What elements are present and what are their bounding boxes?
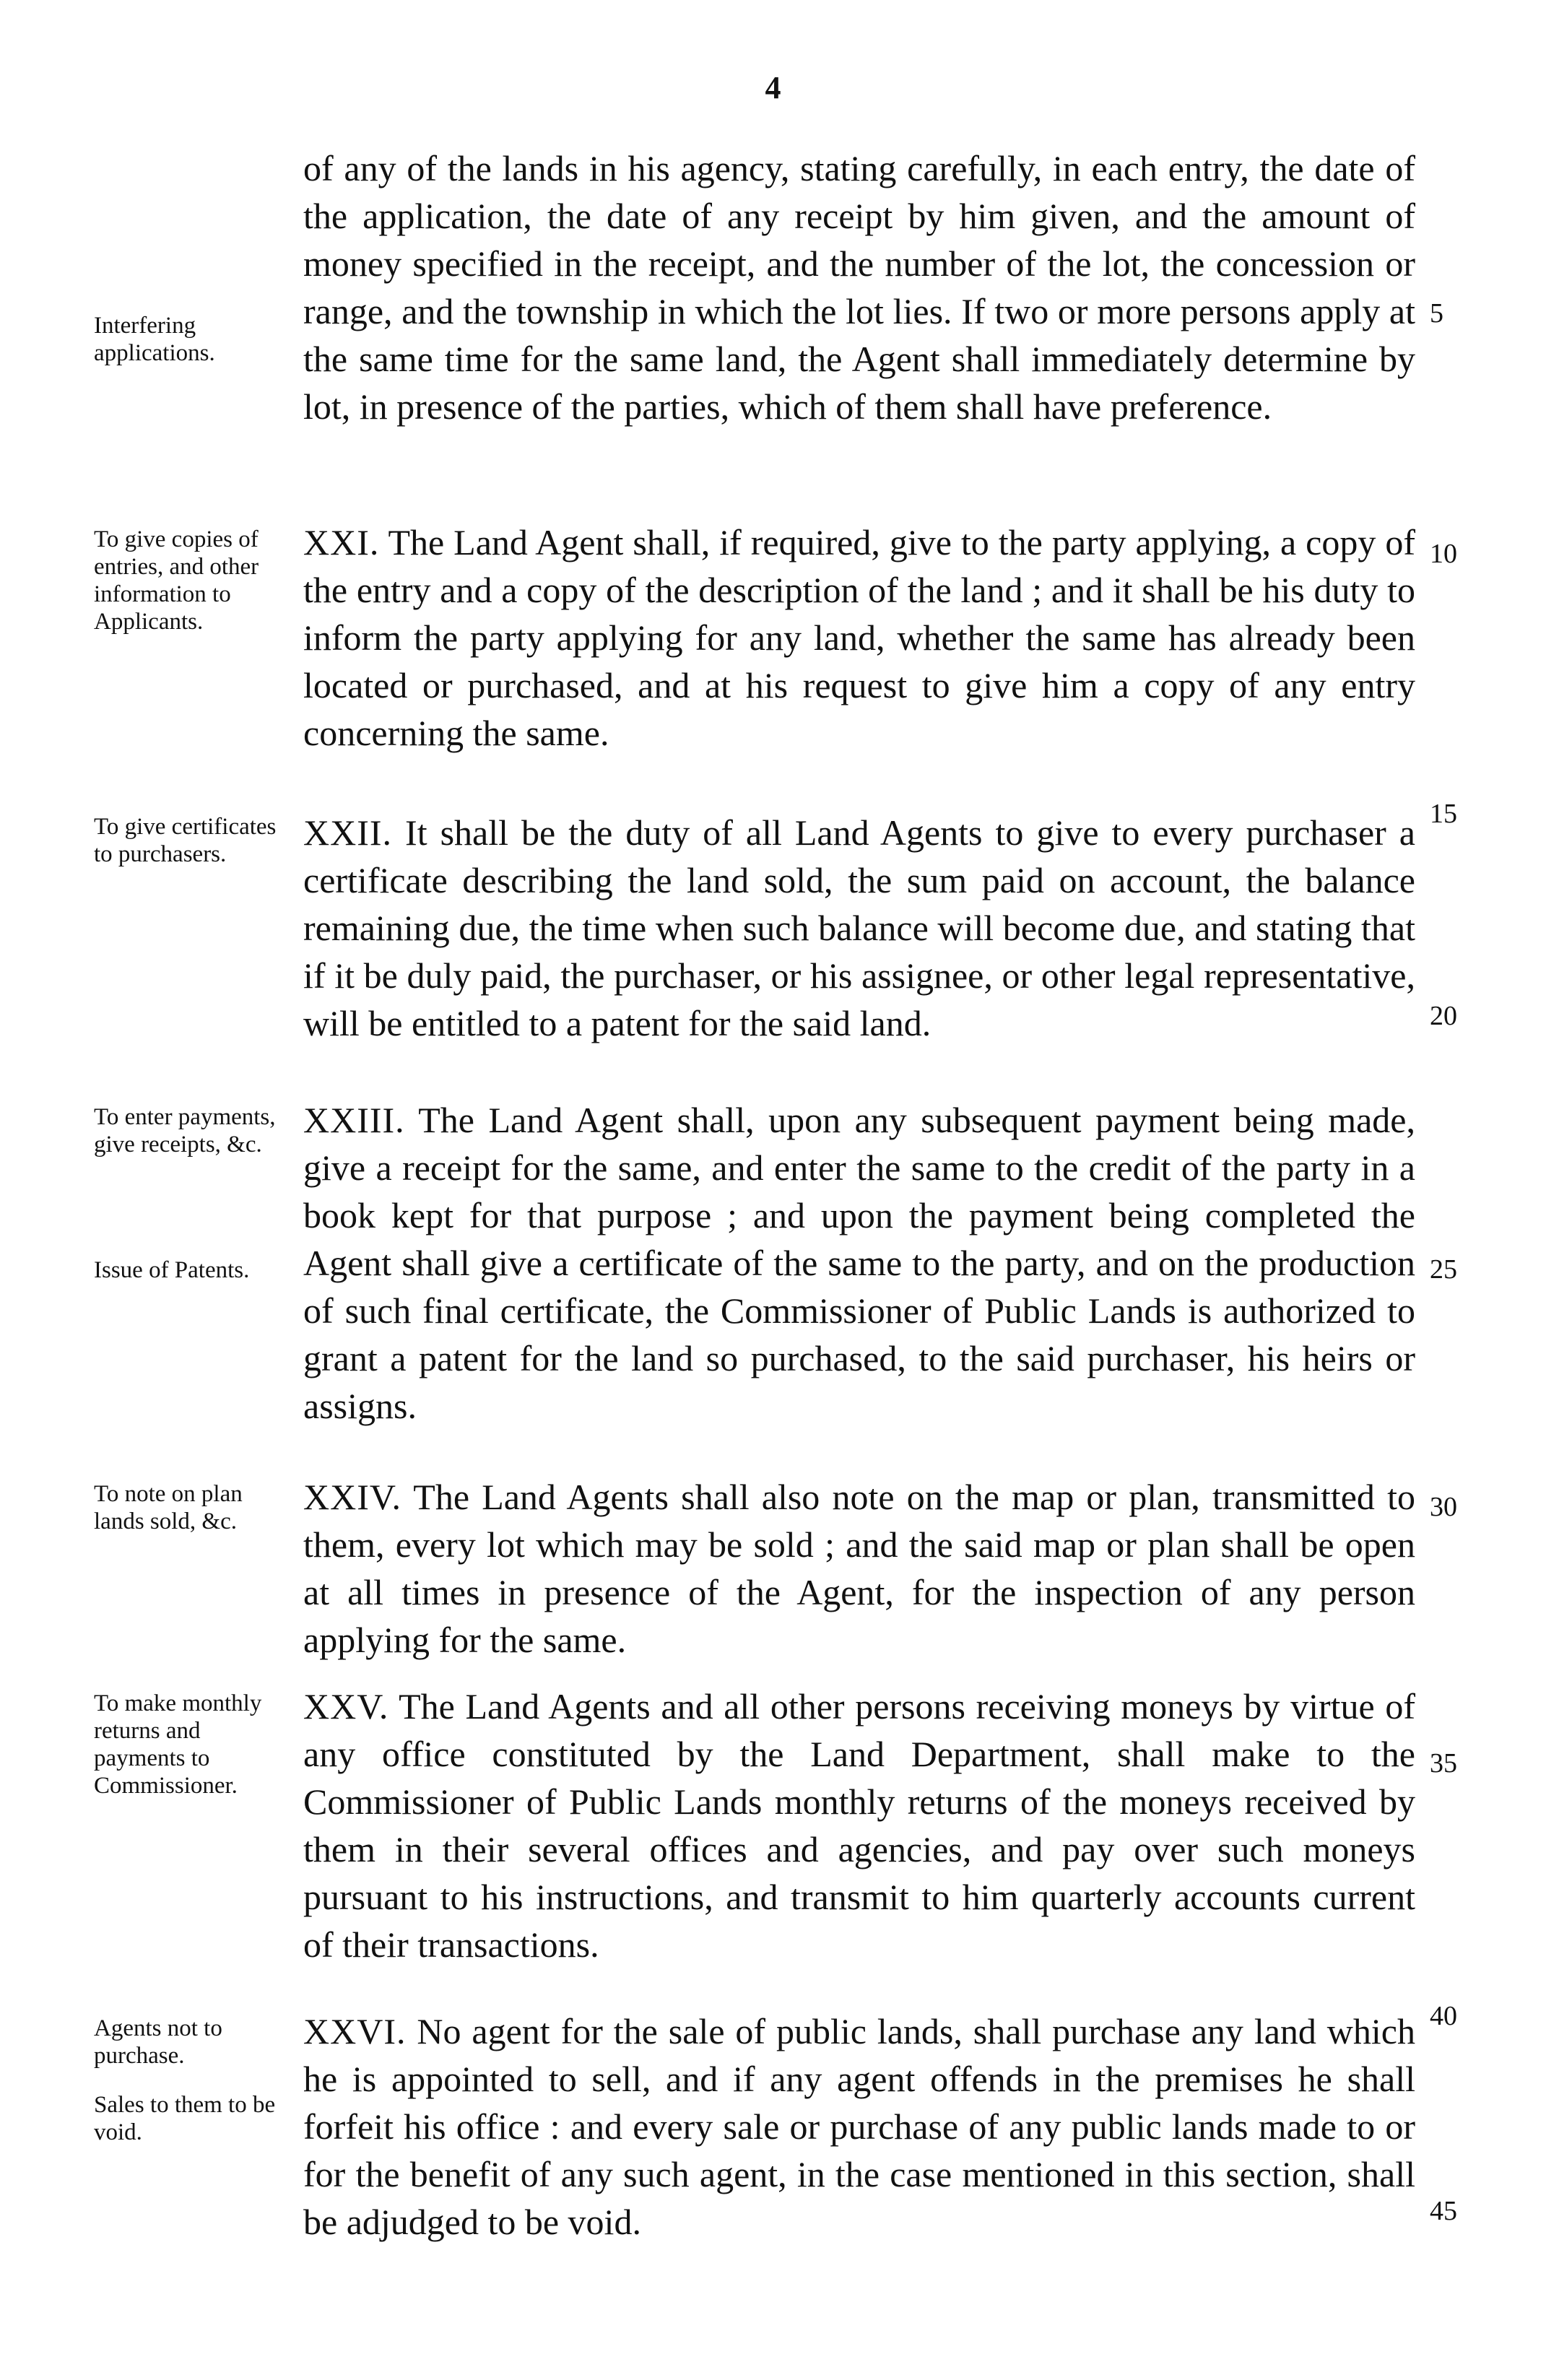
line-number: 20	[1430, 1001, 1457, 1031]
margin-note-void: Sales to them to be void.	[94, 2092, 276, 2145]
line-number: 25	[1430, 1254, 1457, 1285]
margin-note-payments: To enter payments, give receipts, &c.	[94, 1104, 276, 1158]
page-number: 4	[765, 70, 781, 105]
line-number: 45	[1430, 2196, 1457, 2226]
section-xxiv	[303, 1473, 1415, 1664]
section-xxii	[303, 809, 1415, 1047]
section-text: It shall be the duty of all Land Agents to give to every purchaser a certificate describing the land sold, the sum paid on account, the balance remaining due, the time when such balance will become due, and stating that if it be duly paid, the purchaser, or his assignee, or other legal representative, will be entitled to a patent for the said land.	[303, 812, 1416, 1043]
section-xxi	[303, 518, 1415, 757]
line-number: 10	[1430, 539, 1457, 569]
section-numeral: XXII.	[303, 812, 393, 853]
section-text: The Land Agents shall also note on the map or plan, transmitted to them, every lot which may be sold ; and the said map or plan shall be open at all times in presence of the Agent, for the inspection of any person applying for the same.	[303, 1477, 1415, 1660]
section-numeral: XXIII.	[303, 1100, 405, 1140]
margin-note-interfering: Interfering applications.	[94, 313, 215, 366]
margin-note-patents: Issue of Patents.	[94, 1257, 250, 1283]
section-xxv	[303, 1682, 1415, 1968]
section-numeral: XXI.	[303, 522, 380, 563]
section-text: The Land Agent shall, upon any subsequent payment being made, give a receipt for the same, and enter the same to the credit of the party in a book kept for that purpose ; and upon the payment being completed the Agent shall give a certificate of the same to the party, and on the production of such final certificate, the Commissioner of Public Lands is authorized to grant a patent for the land so purchased, to the said purchaser, his heirs or assigns.	[303, 1100, 1415, 1426]
section-text: The Land Agent shall, if required, give to the party applying, a copy of the entry and a copy of the description of the land ; and it shall be his duty to inform the party applying for any land, whether the same has already been located or purchased, and at his request to give him a copy of any entry concerning the same.	[303, 522, 1415, 753]
section-numeral: XXVI.	[303, 2011, 407, 2051]
section-numeral: XXV.	[303, 1686, 389, 1727]
section-text: No agent for the sale of public lands, shall purchase any land which he is appointed to sell, and if any agent offends in the premises he shall forfeit his office : and every sale or purchase of any public lands made to or for the benefit of any such agent, in the case mentioned in this section, shall be adjudged to be void.	[303, 2011, 1415, 2242]
margin-note-agents: Agents not to purchase.	[94, 2015, 222, 2069]
margin-note-copies: To give copies of entries, and other information to Applicants.	[94, 526, 259, 635]
line-number: 5	[1430, 298, 1443, 329]
line-number: 30	[1430, 1492, 1457, 1522]
section-xxvi	[303, 2007, 1415, 2246]
line-number: 35	[1430, 1748, 1457, 1779]
section-continuation	[303, 144, 1415, 430]
section-text: of any of the lands in his agency, stating carefully, in each entry, the date of the application, the date of any receipt by him given, and the amount of money specified in the receipt, and the number of the lot, the concession or range, and the township in which the lot lies. If two or more persons apply at the same time for the same land, the Agent shall immediately determine by lot, in presence of the parties, which of them shall have preference.	[303, 148, 1415, 427]
section-numeral: XXIV.	[303, 1477, 402, 1517]
margin-note-certificates: To give certificates to purchasers.	[94, 814, 277, 867]
line-number: 40	[1430, 2001, 1457, 2031]
margin-note-returns: To make monthly returns and payments to Commissioner.	[94, 1690, 262, 1799]
margin-note-plan: To note on plan lands sold, &c.	[94, 1481, 243, 1534]
line-number: 15	[1430, 799, 1457, 829]
section-text: The Land Agents and all other persons receiving moneys by virtue of any office constituted by the Land Department, shall make to the Commissioner of Public Lands monthly returns of the moneys received by them in their several offices and agencies, and pay over such moneys pursuant to his instructions, and transmit to him quarterly accounts current of their transactions.	[303, 1686, 1415, 1965]
section-xxiii	[303, 1096, 1415, 1430]
